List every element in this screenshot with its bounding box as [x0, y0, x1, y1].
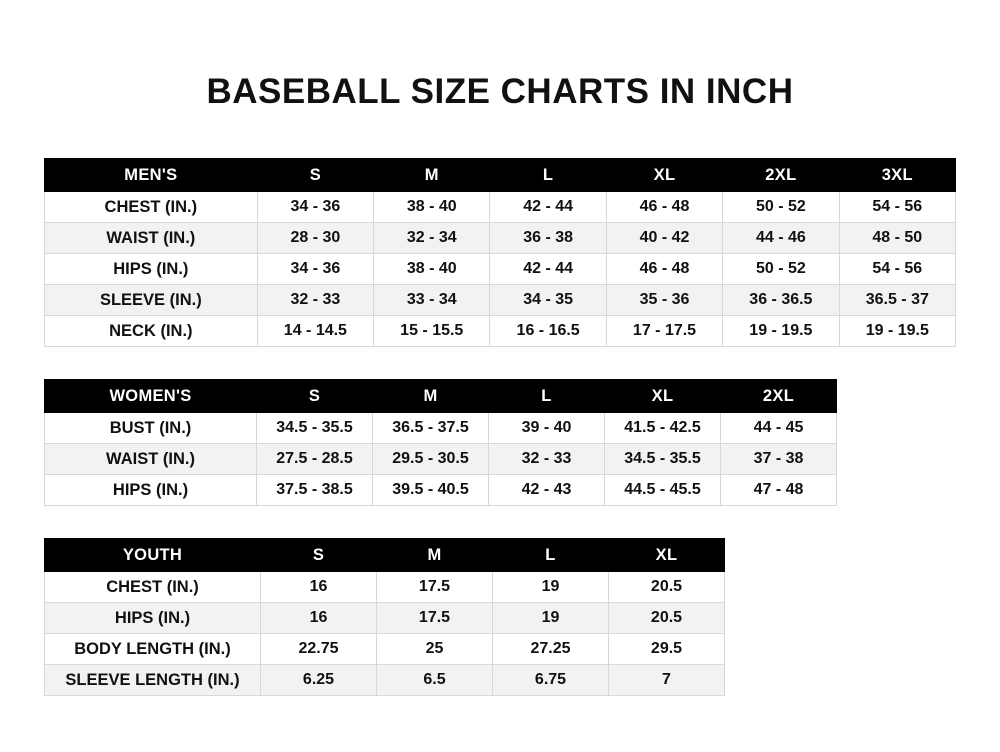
womens-header-xl: XL	[605, 380, 721, 413]
table-cell: 32 - 34	[374, 223, 490, 254]
table-cell: 47 - 48	[721, 475, 837, 506]
table-cell: 46 - 48	[606, 254, 722, 285]
mens-size-table	[44, 158, 956, 347]
mens-header-s: S	[257, 159, 373, 192]
womens-table-body	[45, 413, 837, 506]
table-cell: 19	[493, 603, 609, 634]
table-cell: 37.5 - 38.5	[257, 475, 373, 506]
table-cell: 6.75	[493, 665, 609, 696]
mens-header-m: M	[374, 159, 490, 192]
table-row	[45, 316, 956, 347]
youth-header-m: M	[377, 539, 493, 572]
table-cell: 32 - 33	[489, 444, 605, 475]
table-cell: 20.5	[609, 603, 725, 634]
table-cell: 20.5	[609, 572, 725, 603]
table-cell: 6.25	[261, 665, 377, 696]
row-label: SLEEVE (IN.)	[45, 285, 258, 316]
row-label: BUST (IN.)	[45, 413, 257, 444]
womens-header-2xl: 2XL	[721, 380, 837, 413]
table-cell: 16	[261, 603, 377, 634]
table-cell: 44 - 45	[721, 413, 837, 444]
table-cell: 42 - 43	[489, 475, 605, 506]
womens-header-category: WOMEN'S	[45, 380, 257, 413]
table-cell: 38 - 40	[374, 254, 490, 285]
table-cell: 17 - 17.5	[606, 316, 722, 347]
table-spacer	[44, 347, 956, 379]
row-label: SLEEVE LENGTH (IN.)	[45, 665, 261, 696]
mens-header-3xl: 3XL	[839, 159, 955, 192]
womens-header-m: M	[373, 380, 489, 413]
table-cell: 36 - 36.5	[723, 285, 839, 316]
table-cell: 33 - 34	[374, 285, 490, 316]
table-cell: 42 - 44	[490, 254, 606, 285]
youth-header-l: L	[493, 539, 609, 572]
youth-header-xl: XL	[609, 539, 725, 572]
youth-table-header	[45, 539, 725, 572]
table-cell: 28 - 30	[257, 223, 373, 254]
table-cell: 19 - 19.5	[839, 316, 955, 347]
youth-size-table	[44, 538, 725, 696]
table-header-row	[45, 159, 956, 192]
row-label: BODY LENGTH (IN.)	[45, 634, 261, 665]
table-cell: 34 - 36	[257, 254, 373, 285]
table-cell: 17.5	[377, 603, 493, 634]
table-cell: 34 - 35	[490, 285, 606, 316]
table-cell: 41.5 - 42.5	[605, 413, 721, 444]
table-row	[45, 444, 837, 475]
table-cell: 36.5 - 37	[839, 285, 955, 316]
table-cell: 6.5	[377, 665, 493, 696]
table-cell: 54 - 56	[839, 254, 955, 285]
table-cell: 39 - 40	[489, 413, 605, 444]
youth-header-s: S	[261, 539, 377, 572]
table-cell: 37 - 38	[721, 444, 837, 475]
table-cell: 27.25	[493, 634, 609, 665]
table-cell: 25	[377, 634, 493, 665]
row-label: CHEST (IN.)	[45, 192, 258, 223]
row-label: HIPS (IN.)	[45, 603, 261, 634]
table-cell: 34.5 - 35.5	[605, 444, 721, 475]
table-cell: 54 - 56	[839, 192, 955, 223]
table-cell: 32 - 33	[257, 285, 373, 316]
table-row	[45, 192, 956, 223]
table-row	[45, 254, 956, 285]
table-cell: 50 - 52	[723, 192, 839, 223]
table-header-row	[45, 380, 837, 413]
table-cell: 29.5 - 30.5	[373, 444, 489, 475]
table-row	[45, 223, 956, 254]
table-cell: 44 - 46	[723, 223, 839, 254]
mens-header-2xl: 2XL	[723, 159, 839, 192]
size-tables-container	[0, 158, 1000, 696]
table-cell: 27.5 - 28.5	[257, 444, 373, 475]
table-cell: 39.5 - 40.5	[373, 475, 489, 506]
table-spacer	[44, 506, 956, 538]
table-cell: 44.5 - 45.5	[605, 475, 721, 506]
mens-table-header	[45, 159, 956, 192]
table-cell: 22.75	[261, 634, 377, 665]
table-cell: 40 - 42	[606, 223, 722, 254]
table-cell: 16 - 16.5	[490, 316, 606, 347]
row-label: CHEST (IN.)	[45, 572, 261, 603]
row-label: WAIST (IN.)	[45, 444, 257, 475]
mens-header-category: MEN'S	[45, 159, 258, 192]
table-cell: 38 - 40	[374, 192, 490, 223]
table-cell: 46 - 48	[606, 192, 722, 223]
table-cell: 35 - 36	[606, 285, 722, 316]
row-label: WAIST (IN.)	[45, 223, 258, 254]
row-label: HIPS (IN.)	[45, 475, 257, 506]
page-title: BASEBALL SIZE CHARTS IN INCH	[206, 72, 794, 111]
table-cell: 34 - 36	[257, 192, 373, 223]
table-cell: 17.5	[377, 572, 493, 603]
table-row	[45, 475, 837, 506]
table-row	[45, 413, 837, 444]
table-cell: 14 - 14.5	[257, 316, 373, 347]
table-cell: 50 - 52	[723, 254, 839, 285]
table-cell: 34.5 - 35.5	[257, 413, 373, 444]
womens-header-s: S	[257, 380, 373, 413]
mens-header-l: L	[490, 159, 606, 192]
table-cell: 36 - 38	[490, 223, 606, 254]
row-label: HIPS (IN.)	[45, 254, 258, 285]
womens-header-l: L	[489, 380, 605, 413]
youth-header-category: YOUTH	[45, 539, 261, 572]
womens-size-table	[44, 379, 837, 506]
table-row	[45, 603, 725, 634]
table-row	[45, 634, 725, 665]
mens-header-xl: XL	[606, 159, 722, 192]
table-cell: 19	[493, 572, 609, 603]
row-label: NECK (IN.)	[45, 316, 258, 347]
table-cell: 29.5	[609, 634, 725, 665]
table-header-row	[45, 539, 725, 572]
table-cell: 15 - 15.5	[374, 316, 490, 347]
table-cell: 16	[261, 572, 377, 603]
table-row	[45, 572, 725, 603]
table-cell: 42 - 44	[490, 192, 606, 223]
table-row	[45, 665, 725, 696]
youth-table-body	[45, 572, 725, 696]
table-cell: 19 - 19.5	[723, 316, 839, 347]
mens-table-body	[45, 192, 956, 347]
table-cell: 36.5 - 37.5	[373, 413, 489, 444]
table-cell: 7	[609, 665, 725, 696]
table-cell: 48 - 50	[839, 223, 955, 254]
table-row	[45, 285, 956, 316]
womens-table-header	[45, 380, 837, 413]
